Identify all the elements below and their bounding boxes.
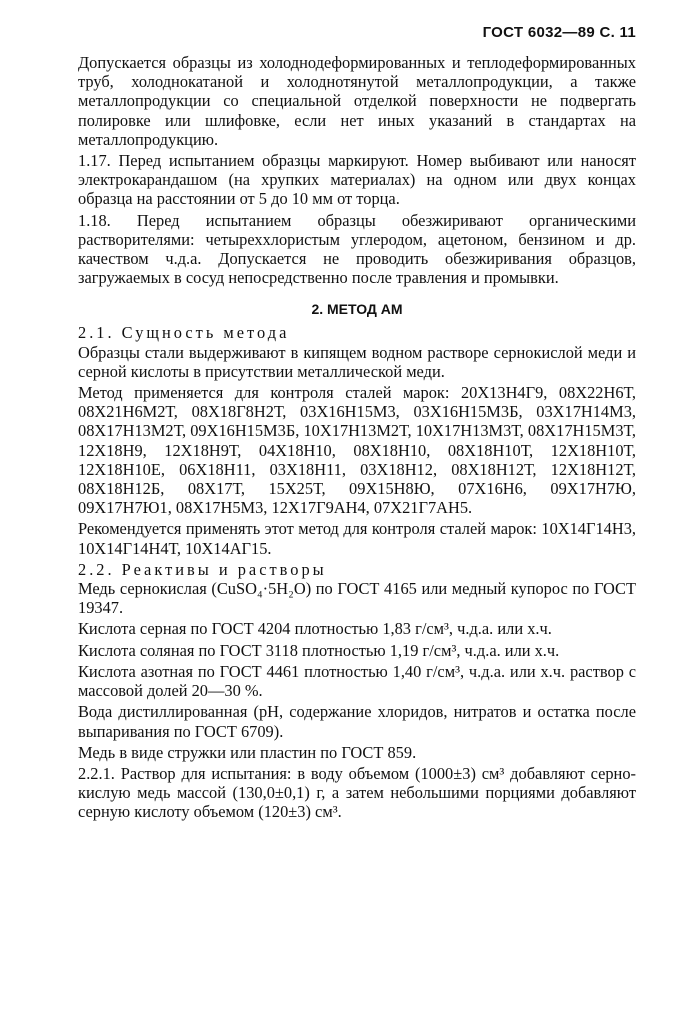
clause-2-1-heading: 2.1. Сущность метода: [78, 323, 290, 343]
clause-1-17: 1.17. Перед испытанием образцы маркируют. Номер выбивают или наносят электрокарандашом (на хрупких материалах) на одном или двух концах образца на расстоянии от 5 до 10 мм от торца.: [78, 151, 636, 209]
steel-grades-list: Метод применяется для контроля сталей марок: 20Х13Н4Г9, 08Х22Н6Т, 08Х21Н6М2Т, 08Х18Г8Н2Т, 03Х16Н15М3, 03Х16Н15М3Б, 03Х17Н14М3, 08Х17Н13М2Т, 09Х16Н15М3Б, 10Х17Н13М2Т, 10Х17Н13М3Т, 08Х17Н15М3Т, 12Х18Н9, 12Х18Н9Т, 04Х18Н10, 08Х18Н10, 08Х18Н10Т, 12Х18Н10Т, 12Х18Н10Е, 06Х18Н11, 03Х18Н11, 03Х18Н12, 08Х18Н12Т, 12Х18Н12Т, 08Х18Н12Б, 08Х17Т, 15Х25Т, 09Х15Н8Ю, 07Х16Н6, 09Х17Н7Ю, 09Х17Н7Ю1, 08Х17Н5М3, 12Х17Г9АН4, 07Х21Г7АН5.: [78, 383, 636, 518]
section-title: 2. МЕТОД АМ: [311, 301, 403, 318]
paragraph-specimen-preparation: Допускается образцы из холоднодеформированных и теплодеформированных труб, холоднокатаной и холоднотянутой металлопродукции, а также металлопродукции со специальной отделкой поверхности не подвергать полировке или шлифовке, если нет иных указаний в стандартах на металлопродукцию.: [78, 53, 636, 149]
reagent-item: Кислота соляная по ГОСТ 3118 плотностью 1,19 г/см³, ч.д.а. или х.ч.: [78, 640, 560, 660]
document-page: [78, 24, 636, 824]
reagent-item: Кислота серная по ГОСТ 4204 плотностью 1,83 г/см³, ч.д.а. или х.ч.: [78, 619, 552, 639]
recommended-grades: Рекомендуется применять этот метод для контроля сталей марок: 10Х14Г14Н3, 10Х14Г14Н4Т, 10Х14АГ15.: [78, 519, 636, 558]
clause-1-18: 1.18. Перед испытанием образцы обезжиривают органическими растворителями: четыреххлористым углеродом, ацетоном, бензином и др. качеством ч.д.а. Допускается не проводить обезжиривания образцов, загружаемых в сосуд непосредственно после травления и промывки.: [78, 210, 636, 288]
clause-2-2-heading: 2.2. Реактивы и растворы: [78, 559, 327, 579]
reagent-item: Кислота азотная по ГОСТ 4461 плотностью 1,40 г/см³, ч.д.а. или х.ч. раствор с массовой долей 20—30 %.: [78, 661, 636, 701]
reagent-item: Медь в виде стружки или пластин по ГОСТ 859.: [78, 742, 417, 762]
clause-2-2-1: 2.2.1. Раствор для испытания: в воду объемом (1000±3) см³ добавляют серно-кислую медь массой (130,0±0,1) г, а затем небольшими порциями добавляют серную кислоту объемом (120±3) см³.: [78, 763, 636, 822]
reagent-item: Вода дистиллированная (pH, содержание хлоридов, нитратов и остатка после выпаривания по ГОСТ 6709).: [78, 702, 636, 741]
clause-2-1-text: Образцы стали выдерживают в кипящем водном растворе сернокислой меди и серной кислоты в присутствии металлической меди.: [78, 342, 636, 381]
running-header: ГОСТ 6032—89 С. 11: [482, 24, 636, 41]
reagent-item: Медь сернокислая (CuSO₄·5H₂O) по ГОСТ 4165 или медный купорос по ГОСТ 19347.: [78, 579, 636, 618]
